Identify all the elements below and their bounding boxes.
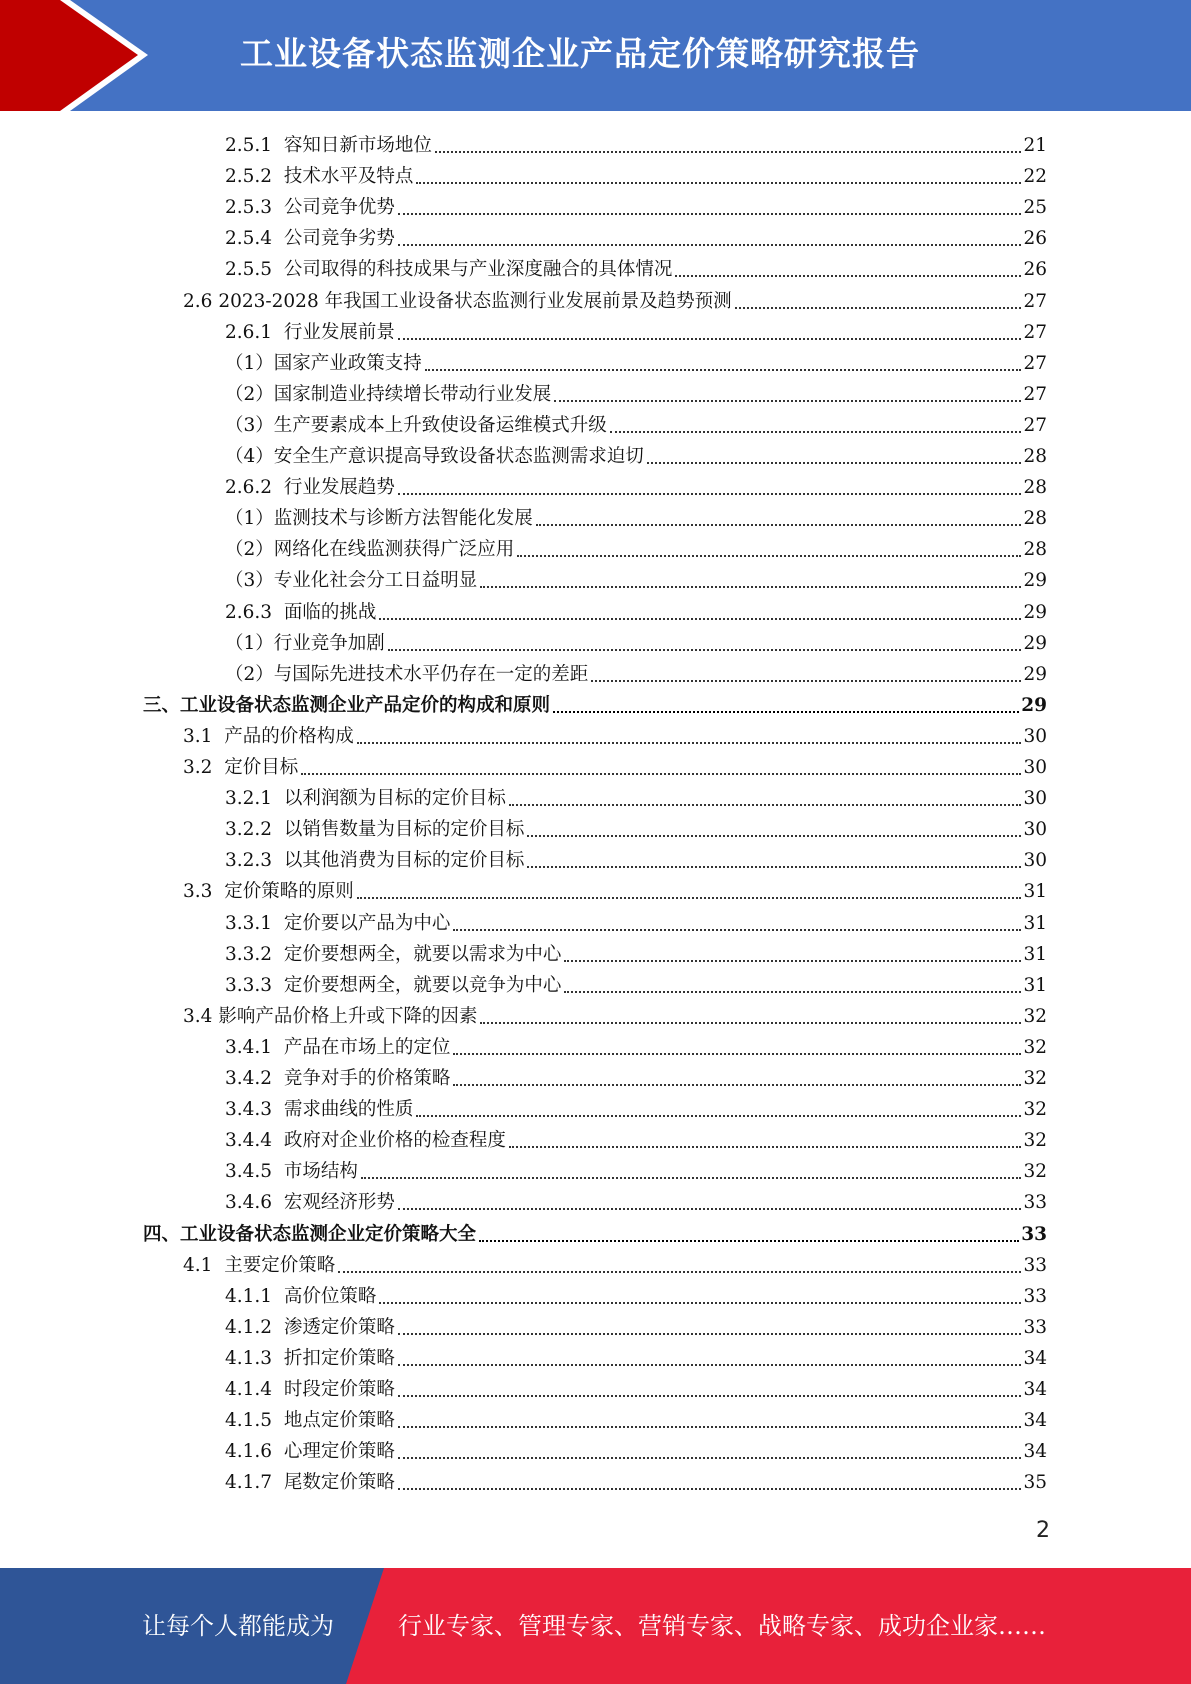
toc-entry-title: 四、工业设备状态监测企业定价策略大全	[143, 1223, 477, 1245]
toc-entry[interactable]	[225, 1372, 1047, 1403]
toc-entry-title: 2023-2028 年我国工业设备状态监测行业发展前景及趋势预测	[218, 290, 732, 312]
toc-entry-number: 3.4.2	[225, 1068, 284, 1089]
toc-entry-page: 33	[1021, 1223, 1047, 1245]
toc-entry-number: 3.4.6	[225, 1192, 284, 1214]
toc-dot-leader	[379, 617, 1021, 620]
toc-entry[interactable]	[143, 1217, 1047, 1248]
toc-dot-leader	[564, 990, 1021, 993]
toc-entry-title: 技术水平及特点	[283, 166, 414, 188]
toc-entry[interactable]	[225, 1465, 1047, 1496]
toc-entry-number: 3.4.5	[225, 1161, 284, 1183]
toc-entry-title: （1）监测技术与诊断方法智能化发展	[225, 508, 533, 530]
toc-entry-page: 27	[1023, 383, 1047, 405]
page-header	[0, 0, 1191, 111]
toc-entry-title: 以利润额为目标的定价目标	[283, 788, 506, 810]
toc-entry-title: （2）与国际先进技术水平仍存在一定的差距	[225, 663, 589, 685]
toc-entry-page: 34	[1023, 1441, 1047, 1463]
toc-entry-page: 33	[1023, 1316, 1047, 1338]
toc-entry[interactable]	[225, 812, 1047, 843]
toc-dot-leader	[610, 430, 1022, 433]
toc-entry-title: 三、工业设备状态监测企业产品定价的构成和原则	[143, 694, 551, 716]
toc-entry-title: 定价要想两全，就要以竞争为中心	[283, 974, 562, 996]
toc-entry-page: 33	[1023, 1192, 1047, 1214]
toc-dot-leader	[398, 337, 1022, 340]
page-footer	[0, 1568, 1191, 1684]
toc-dot-leader	[357, 896, 1022, 899]
toc-entry-page: 28	[1023, 508, 1047, 530]
toc-entry[interactable]	[225, 906, 1047, 937]
toc-entry-title: 公司取得的科技成果与产业深度融合的具体情况	[283, 259, 673, 281]
toc-dot-leader	[388, 648, 1022, 651]
toc-entry-number: 4.1.4	[225, 1379, 284, 1400]
toc-entry-number: 4.1.1	[225, 1285, 284, 1307]
toc-dot-leader	[379, 1301, 1021, 1304]
toc-dot-leader	[480, 1021, 1021, 1024]
toc-entry-title: 高价位策略	[283, 1285, 377, 1307]
toc-dot-leader	[416, 181, 1021, 184]
toc-entry-page: 35	[1023, 1472, 1047, 1494]
toc-entry[interactable]	[225, 595, 1047, 626]
toc-entry-title: 行业发展趋势	[283, 477, 395, 499]
toc-entry[interactable]	[225, 1154, 1047, 1185]
toc-entry-title: 折扣定价策略	[283, 1347, 395, 1369]
toc-entry-number: 3.3.2	[225, 943, 284, 965]
toc-entry-number: 3.4.1	[225, 1036, 284, 1058]
toc-entry[interactable]	[225, 532, 1047, 563]
toc-entry-number: 4.1	[183, 1254, 225, 1276]
toc-entry-title: （1）国家产业政策支持	[225, 352, 422, 374]
toc-entry-title: 公司竞争优势	[283, 197, 395, 219]
toc-entry-number: 2.6.3	[225, 601, 284, 623]
toc-entry-page: 26	[1023, 259, 1047, 281]
toc-entry[interactable]	[183, 284, 1047, 315]
toc-entry-page: 31	[1023, 974, 1047, 996]
toc-entry-title: 心理定价策略	[283, 1441, 395, 1463]
toc-entry-title: 市场结构	[283, 1161, 358, 1183]
toc-entry-page: 28	[1023, 477, 1047, 499]
toc-dot-leader	[361, 1176, 1022, 1179]
toc-entry-title: 定价目标	[224, 757, 299, 778]
toc-dot-leader	[591, 679, 1021, 682]
toc-dot-leader	[527, 834, 1021, 837]
toc-dot-leader	[338, 1270, 1021, 1273]
toc-entry-page: 27	[1023, 414, 1047, 436]
toc-entry-title: （1）行业竞争加剧	[225, 632, 385, 654]
toc-dot-leader	[398, 1456, 1022, 1459]
toc-entry-title: 宏观经济形势	[283, 1192, 395, 1214]
toc-entry-title: 定价策略的原则	[224, 881, 354, 903]
toc-entry-title: （3）专业化社会分工日益明显	[225, 570, 478, 592]
toc-entry-number: 3.1	[183, 725, 225, 747]
page-number: 2	[1036, 1518, 1050, 1543]
toc-entry-title: 地点定价策略	[283, 1410, 395, 1432]
toc-entry-page: 28	[1023, 446, 1047, 467]
toc-entry[interactable]	[225, 377, 1047, 408]
toc-dot-leader	[357, 741, 1022, 744]
toc-entry-page: 30	[1023, 819, 1047, 841]
footer-slogan-right: 行业专家、管理专家、营销专家、战略专家、成功企业家……	[398, 1612, 1046, 1640]
toc-dot-leader	[398, 243, 1022, 246]
toc-entry-number: 2.6.2	[225, 477, 284, 499]
toc-entry[interactable]	[225, 968, 1047, 999]
toc-dot-leader	[453, 1083, 1021, 1086]
toc-entry[interactable]	[225, 408, 1047, 439]
toc-entry[interactable]	[225, 190, 1047, 221]
toc-entry-page: 32	[1023, 1068, 1047, 1089]
toc-entry[interactable]	[183, 874, 1047, 905]
toc-entry-number: 3.4.4	[225, 1130, 284, 1152]
toc-entry-title: 产品在市场上的定位	[283, 1036, 451, 1058]
toc-entry-title: 时段定价策略	[283, 1379, 395, 1400]
toc-entry-title: 尾数定价策略	[283, 1472, 395, 1494]
toc-entry-number: 4.1.2	[225, 1316, 284, 1338]
toc-dot-leader	[435, 150, 1022, 153]
toc-dot-leader	[480, 585, 1021, 588]
toc-entry-number: 4.1.3	[225, 1347, 284, 1369]
toc-entry-title: 公司竞争劣势	[283, 228, 395, 250]
toc-entry-title: 以其他消费为目标的定价目标	[283, 850, 525, 872]
toc-entry-title: （2）国家制造业持续增长带动行业发展	[225, 383, 552, 405]
toc-entry-page: 28	[1023, 539, 1047, 561]
toc-entry-number: 3.2.3	[225, 850, 284, 872]
toc-entry-number: 3.2.2	[225, 819, 284, 841]
toc-entry-page: 33	[1023, 1254, 1047, 1276]
toc-entry-number: 3.2.1	[225, 788, 284, 810]
toc-entry-number: 3.3	[183, 881, 225, 903]
toc-entry[interactable]	[225, 439, 1047, 470]
toc-entry-page: 32	[1023, 1005, 1047, 1027]
toc-dot-leader	[453, 928, 1021, 931]
toc-entry-page: 27	[1023, 352, 1047, 374]
toc-entry-page: 26	[1023, 228, 1047, 250]
toc-entry-number: 4.1.5	[225, 1410, 284, 1432]
toc-dot-leader	[509, 803, 1022, 806]
toc-dot-leader	[536, 523, 1022, 526]
toc-entry-page: 30	[1023, 850, 1047, 872]
toc-dot-leader	[527, 865, 1021, 868]
toc-entry-number: 2.5.2	[225, 166, 284, 188]
toc-dot-leader	[479, 1239, 1019, 1242]
toc-entry-page: 33	[1023, 1285, 1047, 1307]
toc-entry[interactable]	[225, 252, 1047, 283]
toc-entry-number: 2.5.5	[225, 259, 284, 281]
toc-entry-title: 面临的挑战	[283, 601, 377, 623]
toc-entry[interactable]	[225, 159, 1047, 190]
toc-dot-leader	[453, 1052, 1021, 1055]
toc-entry-page: 31	[1023, 881, 1047, 903]
toc-entry-page: 29	[1023, 663, 1047, 685]
toc-entry[interactable]	[225, 937, 1047, 968]
toc-entry[interactable]	[225, 1403, 1047, 1434]
toc-entry-title: 政府对企业价格的检查程度	[283, 1130, 506, 1152]
toc-entry[interactable]	[225, 1310, 1047, 1341]
toc-entry-page: 29	[1023, 601, 1047, 623]
toc-dot-leader	[647, 461, 1022, 464]
toc-dot-leader	[416, 1114, 1021, 1117]
toc-entry[interactable]	[225, 626, 1047, 657]
toc-entry-title: 渗透定价策略	[283, 1316, 395, 1338]
toc-dot-leader	[398, 1487, 1022, 1490]
toc-entry[interactable]	[225, 221, 1047, 252]
toc-entry[interactable]	[225, 1123, 1047, 1154]
toc-dot-leader	[554, 399, 1021, 402]
toc-entry[interactable]	[225, 1341, 1047, 1372]
toc-entry-title: （2）网络化在线监测获得广泛应用	[225, 539, 515, 561]
toc-dot-leader	[398, 1363, 1022, 1366]
toc-entry-page: 32	[1023, 1099, 1047, 1121]
toc-entry[interactable]	[143, 688, 1047, 719]
toc-entry-title: 影响产品价格上升或下降的因素	[218, 1005, 478, 1027]
toc-entry-title: （4）安全生产意识提高导致设备状态监测需求迫切	[225, 446, 644, 467]
toc-entry-page: 31	[1023, 912, 1047, 934]
toc-entry-title: 以销售数量为目标的定价目标	[283, 819, 525, 841]
toc-entry[interactable]	[225, 563, 1047, 594]
toc-entry[interactable]	[225, 843, 1047, 874]
toc-dot-leader	[675, 274, 1021, 277]
toc-entry-number: 2.5.4	[225, 228, 284, 250]
toc-entry[interactable]	[183, 719, 1047, 750]
toc-entry-number: 2.6.1	[225, 321, 284, 343]
toc-entry[interactable]	[183, 999, 1047, 1030]
toc-entry-page: 29	[1023, 632, 1047, 654]
toc-entry-number: 3.2	[183, 757, 225, 778]
toc-entry-title: （3）生产要素成本上升致使设备运维模式升级	[225, 414, 607, 436]
toc-entry-title: 行业发展前景	[283, 321, 395, 343]
toc-entry-page: 32	[1023, 1161, 1047, 1183]
toc-dot-leader	[425, 368, 1022, 371]
toc-entry-page: 29	[1021, 694, 1047, 716]
toc-entry-title: 容知日新市场地位	[283, 135, 432, 156]
toc-entry-number: 3.4.3	[225, 1099, 284, 1121]
toc-dot-leader	[517, 554, 1021, 557]
toc-entry-title: 竞争对手的价格策略	[283, 1068, 451, 1089]
toc-entry-page: 34	[1023, 1410, 1047, 1432]
toc-entry-title: 主要定价策略	[224, 1254, 336, 1276]
toc-entry-title: 需求曲线的性质	[283, 1099, 414, 1121]
toc-dot-leader	[398, 1332, 1022, 1335]
toc-entry-page: 30	[1023, 725, 1047, 747]
toc-entry-page: 27	[1023, 290, 1047, 312]
toc-entry-page: 22	[1023, 166, 1047, 188]
toc-entry-number: 4.1.7	[225, 1472, 284, 1494]
toc-entry[interactable]	[225, 1030, 1047, 1061]
toc-entry-page: 32	[1023, 1036, 1047, 1058]
toc-entry-title: 定价要想两全，就要以需求为中心	[283, 943, 562, 965]
toc-dot-leader	[398, 1425, 1022, 1428]
toc-entry-title: 产品的价格构成	[224, 725, 354, 747]
footer-slogan-left: 让每个人都能成为	[142, 1612, 334, 1640]
toc-entry[interactable]	[225, 1279, 1047, 1310]
toc-entry-page: 29	[1023, 570, 1047, 592]
toc-entry[interactable]	[225, 501, 1047, 532]
toc-entry-page: 32	[1023, 1130, 1047, 1152]
toc-entry-title: 定价要以产品为中心	[283, 912, 451, 934]
toc-entry[interactable]	[183, 750, 1047, 781]
toc-entry-page: 31	[1023, 943, 1047, 965]
toc-dot-leader	[398, 212, 1022, 215]
toc-entry-page: 30	[1023, 757, 1047, 778]
toc-entry-page: 34	[1023, 1347, 1047, 1369]
toc-entry-page: 25	[1023, 197, 1047, 219]
toc-entry[interactable]	[225, 315, 1047, 346]
toc-entry-number: 2.5.3	[225, 197, 284, 219]
toc-dot-leader	[398, 1207, 1022, 1210]
toc-entry[interactable]	[225, 657, 1047, 688]
toc-entry-number: 2.5.1	[225, 135, 284, 156]
toc-dot-leader	[553, 710, 1019, 713]
toc-dot-leader	[398, 1394, 1022, 1397]
toc-entry-page: 30	[1023, 788, 1047, 810]
toc-entry-page: 27	[1023, 321, 1047, 343]
toc-entry[interactable]	[225, 1092, 1047, 1123]
toc-entry[interactable]	[225, 346, 1047, 377]
toc-entry[interactable]	[225, 128, 1047, 159]
toc-entry-number: 3.3.3	[225, 974, 284, 996]
toc-entry[interactable]	[225, 1061, 1047, 1092]
report-title: 工业设备状态监测企业产品定价策略研究报告	[240, 34, 920, 73]
toc-entry-number: 2.6	[183, 290, 219, 312]
toc-dot-leader	[735, 306, 1022, 309]
toc-dot-leader	[509, 1145, 1022, 1148]
toc-dot-leader	[564, 959, 1021, 962]
toc-dot-leader	[398, 492, 1022, 495]
toc-entry[interactable]	[225, 470, 1047, 501]
toc-entry[interactable]	[225, 1434, 1047, 1465]
toc-entry-number: 4.1.6	[225, 1441, 284, 1463]
toc-dot-leader	[301, 772, 1021, 775]
toc-entry[interactable]	[183, 1248, 1047, 1279]
toc-entry-number: 3.4	[183, 1005, 219, 1027]
toc-entry-page: 21	[1023, 135, 1047, 156]
toc-entry[interactable]	[225, 1185, 1047, 1216]
toc-entry-number: 3.3.1	[225, 912, 284, 934]
toc-entry-page: 34	[1023, 1379, 1047, 1400]
toc-entry[interactable]	[225, 781, 1047, 812]
